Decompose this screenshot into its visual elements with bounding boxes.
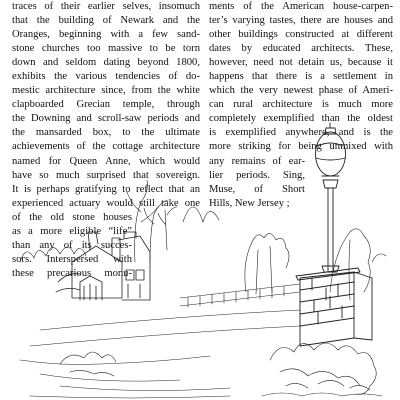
text-line: clapboarded Grecian temple, through [12, 99, 200, 111]
text-line: these precarious monu- [12, 267, 132, 279]
text-line: It is perhaps gratifying to reflect that an [12, 183, 200, 195]
text-line: other buildings constructed at different [209, 29, 393, 41]
text-line: achievements of the cottage architecture [12, 141, 200, 153]
text-line: ter’s varying tastes, there are houses and [209, 15, 393, 27]
stone-pier [296, 268, 372, 346]
text-line: mestic architecture since, from the white [12, 85, 200, 97]
text-line: Muse, of Short [209, 183, 305, 195]
text-line: as a more eligible “life” [12, 225, 132, 237]
text-line: have so much surprised that sovereign. [12, 169, 200, 181]
right-text-column [209, 0, 393, 211]
text-line: ments of the American house-carpen- [209, 1, 393, 12]
text-line: dates by educated architects. These, [209, 43, 393, 55]
foreground-shrubs [60, 343, 382, 396]
text-line: more striking for being unmixed with [209, 141, 393, 153]
text-line: traces of their earlier selves, insomuch [12, 1, 200, 12]
text-line: down and seldom dating beyond 1800, [12, 57, 200, 69]
text-line: completely exemplified than the oldest [209, 113, 393, 125]
text-line: of the old stone houses [12, 211, 132, 223]
text-line: Oranges, beginning with a few sand- [12, 29, 200, 41]
text-line: lier periods. Sing, [209, 169, 305, 181]
fence [180, 284, 300, 307]
text-line: that the building of Newark and the [12, 15, 200, 27]
text-line: can rural architecture is much more [209, 99, 393, 111]
text-line: stone churches too massive to be torn [12, 43, 200, 55]
text-line: any remains of ear- [209, 155, 305, 167]
left-text-column [12, 0, 200, 281]
right-trees [245, 229, 386, 300]
text-line: exhibits the various tendencies of do- [12, 71, 200, 83]
text-line: which the very newest phase of Ameri- [209, 85, 393, 97]
text-line: experienced actuary would still take one [12, 197, 200, 209]
text-line: sors. Interspersed with [12, 253, 132, 265]
text-line: the Downing and scroll-saw periods and [12, 113, 200, 125]
text-line: is exemplified anywhere, and is the [209, 127, 393, 139]
text-line: named for Queen Anne, which would [12, 155, 200, 167]
text-line: happens that there is a settlement in [209, 71, 393, 83]
road [20, 310, 300, 398]
text-line: the mansarded box, to the ultimate [12, 127, 200, 139]
text-line: Hills, New Jersey ; [209, 197, 290, 209]
text-line: than any of its succes- [12, 239, 132, 251]
text-line: however, need not detain us, because it [209, 57, 393, 69]
